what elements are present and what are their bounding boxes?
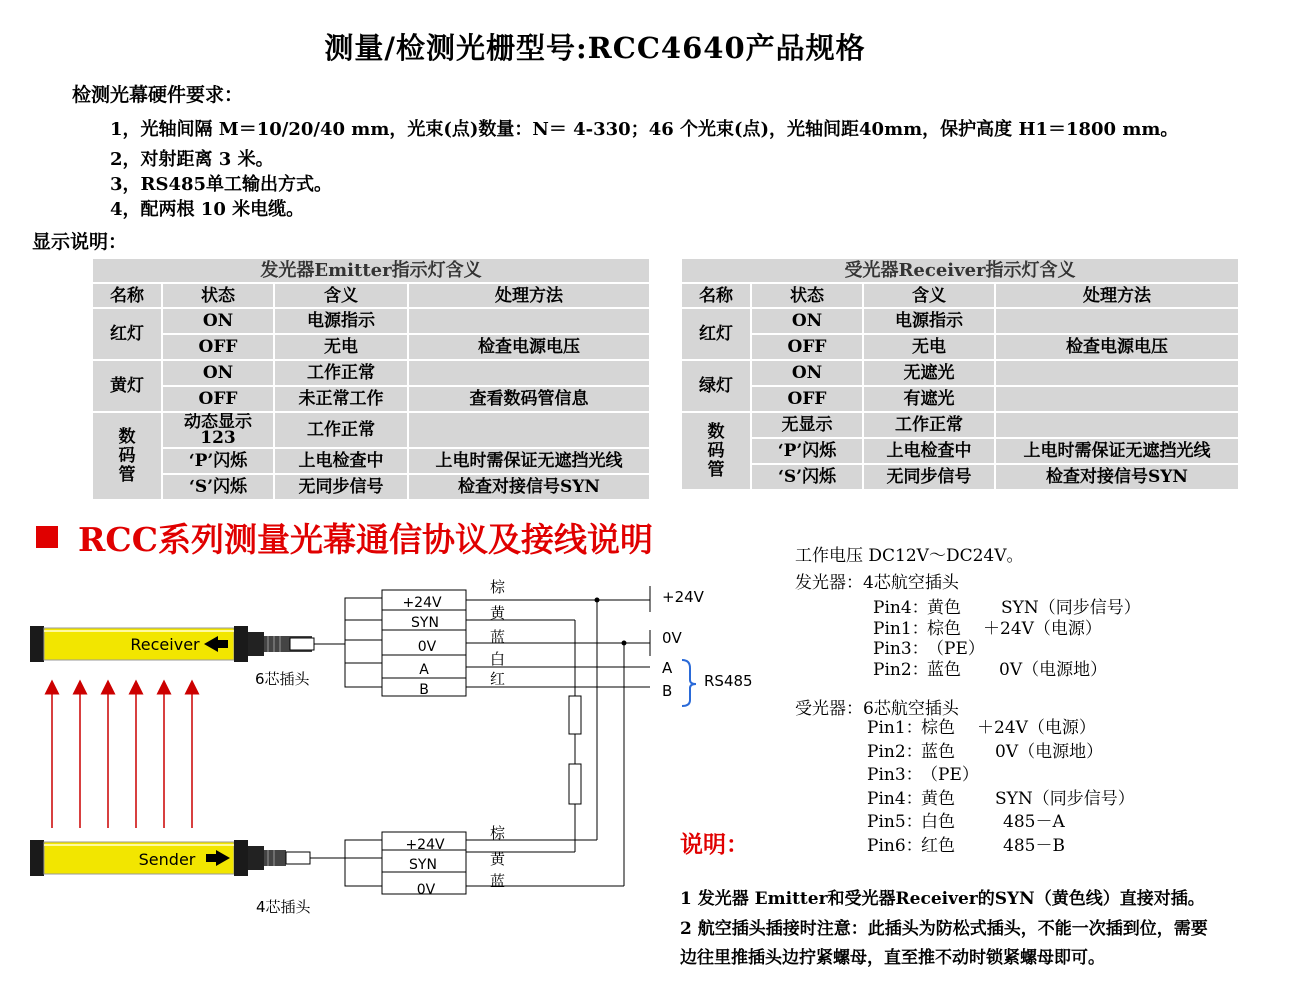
wire-color: 蓝 [490,628,506,646]
table-cell [409,361,649,385]
wire-color: 红 [490,670,506,688]
col-header: 名称 [93,284,161,307]
rs485-label: RS485 [704,672,753,690]
requirement-item: 2，对射距离 3 米。 [110,149,274,170]
red-square-icon [36,526,58,548]
plug6-label: 6芯插头 [255,670,310,688]
sender-label: Sender [138,850,196,869]
terminal-label: A [662,659,673,677]
note-line: 2 航空插头插接时注意：此插头为防松式插头，不能一次插到位，需要 [680,919,1208,939]
pin-row: Pin5：白色 485－A [867,812,1065,832]
table-cell: OFF [163,387,273,411]
digit-tube-cell: 数码管 [682,413,750,489]
table-cell: ON [752,361,862,385]
pin-label: A [419,662,429,678]
table-cell: 上电检查中 [275,449,407,473]
table-cell: 工作正常 [275,361,407,385]
table-cell [996,309,1238,333]
wire-color: 黄 [490,850,506,868]
table-cell: ON [163,361,273,385]
pin-row: Pin1：棕色 ＋24V（电源） [867,718,1096,738]
table-cell: 未正常工作 [275,387,407,411]
table-cell: ON [163,309,273,333]
pin-row: Pin2：蓝色 0V（电源地） [873,659,1108,680]
pin-label: +24V [405,837,445,853]
wire-color: 黄 [490,604,506,622]
table-cell: 工作正常 [864,413,994,437]
table-cell: 有遮光 [864,387,994,411]
table-caption: 受光器Receiver指示灯含义 [682,259,1238,282]
light-beams [52,687,192,828]
col-header: 名称 [682,284,750,307]
fuse-icon [569,764,581,804]
table-cell: 工作正常 [275,413,407,447]
col-header: 状态 [163,284,273,307]
receiver-plug-heading: 受光器：6芯航空插头 [795,699,959,719]
requirements-heading: 检测光幕硬件要求： [72,84,244,106]
table-cell: 无电 [275,335,407,359]
digit-tube-cell: 数码管 [93,413,161,499]
table-caption: 发光器Emitter指示灯含义 [93,259,649,282]
table-cell: 无同步信号 [275,475,407,499]
table-cell: OFF [752,335,862,359]
terminal-label: +24V [662,588,704,606]
table-cell: 查看数码管信息 [409,387,649,411]
page-title: 测量/检测光栅型号:RCC4640产品规格 [324,31,866,65]
table-cell: 检查电源电压 [996,335,1238,359]
display-heading: 显示说明： [32,231,128,253]
table-cell: 电源指示 [275,309,407,333]
red-light-cell: 红灯 [93,309,161,359]
rs485-bracket [682,660,696,706]
table-cell: 上电检查中 [864,439,994,463]
notes-title: 说明： [680,831,749,858]
wire-color: 棕 [490,824,506,842]
receiver-bar [30,626,345,662]
pin-label: +24V [402,595,442,611]
pin-row: Pin6：红色 485－B [867,835,1065,856]
pin-row: Pin1：棕色 ＋24V（电源） [873,618,1102,639]
table-cell: 无同步信号 [864,465,994,489]
table-cell: 上电时需保证无遮挡光线 [409,449,649,473]
pin-row: Pin3：（PE） [867,765,979,785]
table-cell [996,387,1238,411]
table-cell: ‘S’闪烁 [752,465,862,489]
pin-label: 0V [417,639,437,655]
plug4-label: 4芯插头 [256,898,311,916]
pin-row: Pin3：（PE） [873,639,985,659]
receiver-label: Receiver [130,635,200,654]
pin-label: SYN [409,857,437,873]
section-title: RCC系列测量光幕通信协议及接线说明 [36,514,653,561]
table-cell: ‘P’闪烁 [163,449,273,473]
table-cell [409,413,649,447]
terminal-label: 0V [662,629,682,647]
table-cell: 无电 [864,335,994,359]
col-header: 处理方法 [409,284,649,307]
emitter-plug-heading: 发光器：4芯航空插头 [795,573,959,593]
pin-label: SYN [411,615,439,631]
pin-label: B [419,682,429,698]
wire-color: 棕 [490,578,506,596]
table-cell: ON [752,309,862,333]
table-cell: ‘S’闪烁 [163,475,273,499]
pin-row: Pin4：黄色 SYN（同步信号） [867,788,1135,809]
emitter-pin-list [873,598,1141,680]
table-cell: OFF [752,387,862,411]
receiver-indicator-table [680,257,1240,491]
table-cell: 动态显示123 [163,413,273,447]
green-light-cell: 绿灯 [682,361,750,411]
table-cell: 无显示 [752,413,862,437]
fuse-icon [569,696,581,734]
table-cell [409,309,649,333]
note-line: 1 发光器 Emitter和受光器Receiver的SYN（黄色线）直接对插。 [680,889,1205,909]
col-header: 含义 [864,284,994,307]
voltage-spec: 工作电压 DC12V～DC24V。 [795,546,1024,566]
emitter-indicator-table [91,257,651,501]
table-cell: OFF [163,335,273,359]
wire-color: 白 [490,650,506,668]
wire-color: 蓝 [490,872,506,890]
table-cell: 检查对接信号SYN [996,465,1238,489]
requirement-item: 4，配两根 10 米电缆。 [110,199,305,220]
requirement-item: 3，RS485单工输出方式。 [110,174,333,195]
receiver-pin-list [867,717,1135,858]
note-line: 边往里推插头边拧紧螺母，直至推不动时锁紧螺母即可。 [680,948,1105,968]
red-light-cell: 红灯 [682,309,750,359]
col-header: 含义 [275,284,407,307]
table-cell [996,413,1238,437]
terminal-label: B [662,682,673,700]
table-cell: 检查对接信号SYN [409,475,649,499]
pin-label: 0V [416,882,436,898]
table-cell [996,361,1238,385]
sender-bar [30,840,345,876]
table-cell: 检查电源电压 [409,335,649,359]
col-header: 处理方法 [996,284,1238,307]
requirement-item: 1，光轴间隔 M＝10/20/40 mm，光束(点)数量：N＝ 4-330；46 个光束(点)，光轴间距40mm，保护高度 H1＝1800 mm。 [110,119,1179,140]
table-cell: ‘P’闪烁 [752,439,862,463]
pin-row: Pin4：黄色 SYN（同步信号） [873,598,1141,618]
yellow-light-cell: 黄灯 [93,361,161,411]
wiring-diagram [0,560,770,920]
table-cell: 电源指示 [864,309,994,333]
table-cell: 上电时需保证无遮挡光线 [996,439,1238,463]
table-cell: 无遮光 [864,361,994,385]
col-header: 状态 [752,284,862,307]
pin-row: Pin2：蓝色 0V（电源地） [867,741,1104,762]
